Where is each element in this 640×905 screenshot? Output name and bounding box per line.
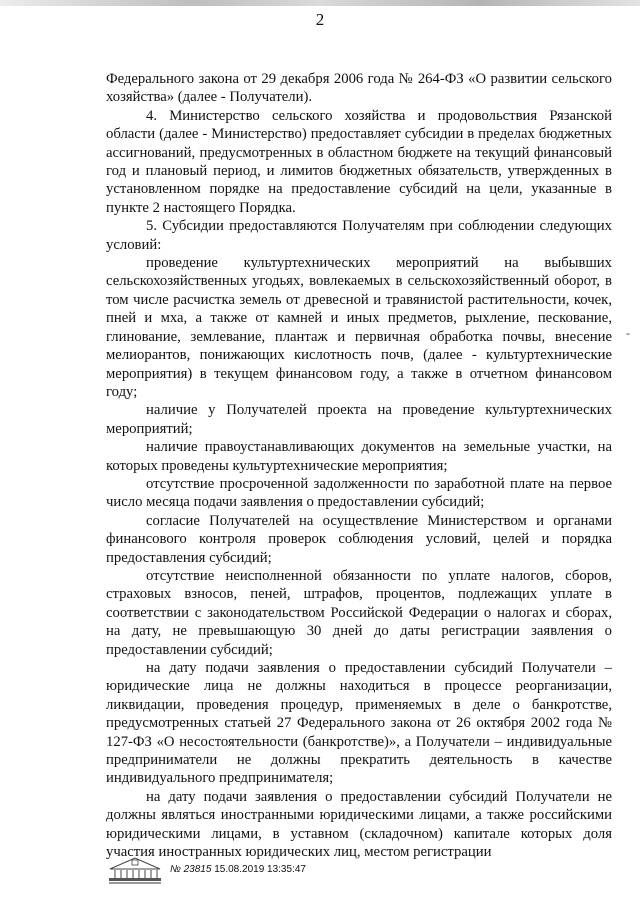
paragraph: наличие правоустанавливающих документов на земельные участки, на которых проведены культуртехнические мероприятия; — [106, 439, 612, 474]
paragraph: 4. Министерство сельского хозяйства и продовольствия Рязанской области (далее - Министерство) предоставляет субсидии в пределах бюджетных ассигнований, предусмотренных в областном бюджете на текущий финансовый год и плановый период, и лимитов бюджетных обязательств, утвержденных в установленном порядке на предоставление субсидий на цели, указанные в пункте 2 настоящего Порядка. — [106, 107, 612, 216]
paragraph: согласие Получателей на осуществление Министерством и органами финансового контроля проверок соблюдения условий, целей и порядка предоставления субсидий; — [106, 512, 612, 566]
government-building-stamp-icon — [106, 855, 164, 885]
scan-edge — [0, 0, 640, 6]
paragraph: на дату подачи заявления о предоставлении субсидий Получатели не должны являться иностранными юридическими лицами, а также российскими юридическими лицами, в уставном (складочном) капитале которых доля участия иностранных юридических лиц, местом регистрации — [106, 788, 612, 861]
paragraph: Федерального закона от 29 декабря 2006 года № 264-ФЗ «О развитии сельского хозяйства» (далее - Получатели). — [106, 71, 612, 106]
paragraph: 5. Субсидии предоставляются Получателям при соблюдении следующих условий: — [106, 218, 612, 253]
paragraph: отсутствие неисполненной обязанности по уплате налогов, сборов, страховых взносов, пеней, штрафов, процентов, подлежащих уплате в соответствии с законодательством Российской Федерации о налогах и сборах, на дату, не превышающую 30 дней до даты регистрации заявления о предоставлении субсидий; — [106, 567, 612, 658]
document-footer — [106, 855, 406, 885]
paragraph: наличие у Получателей проекта на проведение культуртехнических мероприятий; — [106, 402, 612, 437]
document-number: № 23815 — [170, 864, 212, 875]
margin-mark: - — [626, 326, 630, 340]
document-timestamp: 15.08.2019 13:35:47 — [214, 864, 306, 875]
document-registration — [170, 864, 306, 875]
page-number: 2 — [315, 10, 325, 29]
paragraph: на дату подачи заявления о предоставлении субсидий Получатели – юридические лица не должны находиться в процессе реорганизации, ликвидации, проведения процедур, применяемых в деле о банкротстве, предусмотренных статьей 27 Федерального закона от 26 октября 2002 года № 127-ФЗ «О несостоятельности (банкротстве)», а Получатели – индивидуальные предприниматели не должны прекратить деятельность в качестве индивидуального предпринимателя; — [106, 660, 612, 787]
document-body — [106, 70, 612, 861]
paragraph: проведение культуртехнических мероприятий на выбывших сельскохозяйственных угодьях, вовлекаемых в сельскохозяйственный оборот, в том числе расчистка земель от древесной и травянистой растительности, кочек, пней и мха, а также от камней и иных предметов, рыхление, пескование, глинование, землевание, плантаж и первичная обработка почвы, внесение мелиорантов, понижающих кислотность почв, (далее - культуртехнические мероприятия) в текущем финансовом году, а также в отчетном финансовом году; — [106, 255, 612, 400]
paragraph: отсутствие просроченной задолженности по заработной плате на первое число месяца подачи заявления о предоставлении субсидий; — [106, 475, 612, 511]
